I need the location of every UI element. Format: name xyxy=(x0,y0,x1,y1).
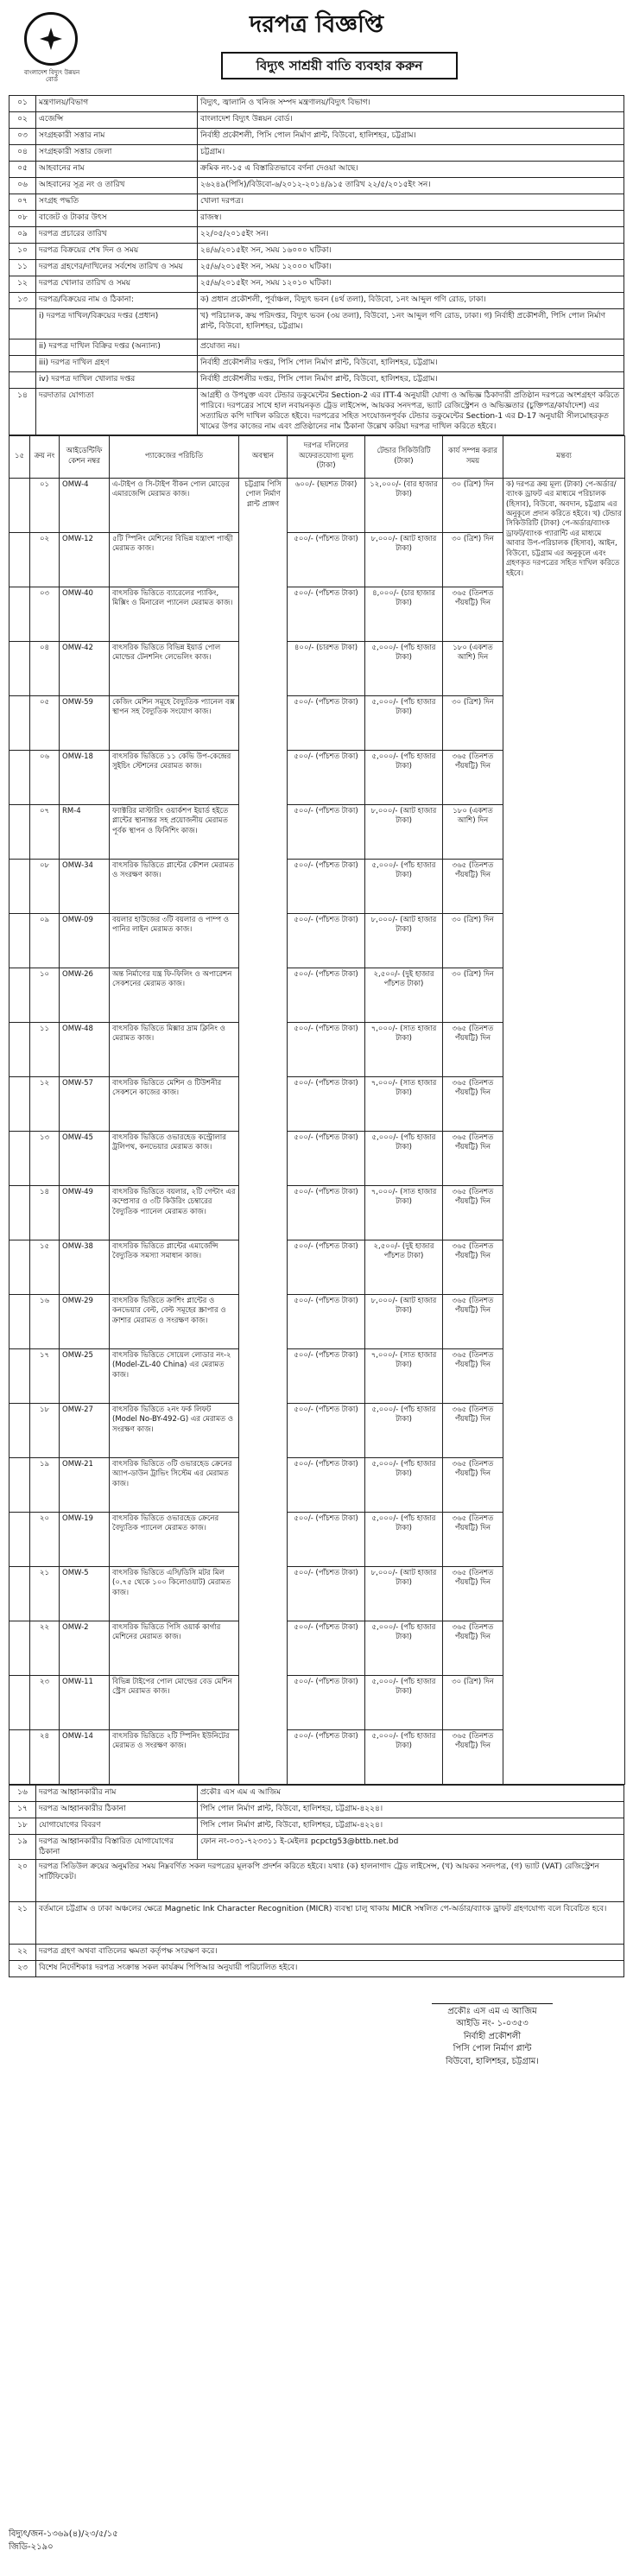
lot-duration: ৩৬৫ (তিনশত পঁয়ষট্টি) দিন xyxy=(443,859,503,913)
lot-description: বাৎসরিক ভিত্তিতে ১১ কেভি উপ-কেন্দ্রের সুইচিং স্টেশনের মেরামত কাজ। xyxy=(110,750,239,804)
signature-block xyxy=(389,1984,596,2069)
info-num xyxy=(9,372,36,389)
blank-cell xyxy=(9,1348,30,1403)
footer-num: ১৭ xyxy=(9,1801,36,1818)
info-value: রাজস্ব। xyxy=(198,211,624,227)
lot-price: ৫০০/- (পাঁচশত টাকা) xyxy=(288,1621,365,1675)
blank-cell xyxy=(9,1621,30,1675)
blank-cell xyxy=(9,587,30,641)
col-header-desc: প্যাকেজের পরিচিতি xyxy=(110,435,239,478)
info-row xyxy=(9,356,624,372)
blank-cell xyxy=(9,913,30,968)
lot-price: ৪০০/- (চারশত টাকা) xyxy=(288,641,365,695)
lot-description: কেজিং মেশিন সমূহে বৈদ্যুতিক প্যানেল বক্স স্থাপন সহ বৈদ্যুতিক সংযোগ কাজ। xyxy=(110,695,239,750)
blank-cell xyxy=(9,1131,30,1185)
lots-table xyxy=(9,435,625,1785)
signer-designation: নির্বাহী প্রকৌশলী xyxy=(463,2031,522,2041)
info-label: i) দরপত্র দাখিল/বিক্রয়ের দপ্তর (প্রধান) xyxy=(36,309,198,339)
lot-number: ১৮ xyxy=(30,1403,60,1457)
lot-description: ফ্যাক্টরির মাস্টারিং ওয়ার্কশপ ইয়ার্ড হইতে প্লান্টের স্থানান্তর সহ প্রয়োজনীয় মেরামত পূর্বক স্থাপন ও ফিনিশিং কাজ। xyxy=(110,804,239,859)
lot-duration: ৩০ (ত্রিশ) দিন xyxy=(443,532,503,587)
info-row xyxy=(9,309,624,339)
lot-price: ৬০০/- (ছয়শত টাকা) xyxy=(288,478,365,532)
info-label: দরপত্র খোলার তারিখ ও সময় xyxy=(36,276,198,293)
lot-security: ৫,০০০/- (পাঁচ হাজার টাকা) xyxy=(365,859,443,913)
lot-number: ০২ xyxy=(30,532,60,587)
info-value: বিদ্যুৎ, জ্বালানি ও খনিজ সম্পদ মন্ত্রণালয়/বিদ্যুৎ বিভাগ। xyxy=(198,96,624,112)
lot-duration: ৩৬৫ (তিনশত পঁয়ষট্টি) দিন xyxy=(443,750,503,804)
lot-price: ৫০০/- (পাঁচশত টাকা) xyxy=(288,532,365,587)
blank-cell xyxy=(9,968,30,1022)
info-num: ১২ xyxy=(9,276,36,293)
lot-remarks: ক) দরপত্র ক্রয় মূল্য (টাকা) পে-অর্ডার/ব্যাংক ড্রাফট এর মাধ্যমে পরিচালক (হিসাব), বিউবো, অবদান, চট্টগ্রাম এর অনুকূলে প্রদান করিতে হইবে। খ) টেন্ডার সিকিউরিটি (টাকা) পে-অর্ডার/ব্যাংক ড্রাফট/ব্যাংক গ্যারান্টি এর মাধ্যমে আবার উপ-পরিচালক (হিসাব), আইন, বিউবো, চট্টগ্রাম এর অনুকূলে এবং গ্রহণকৃত দরপত্রের সহিত দাখিল করিতে হইবে। xyxy=(503,478,625,1784)
lot-price: ৫০০/- (পাঁচশত টাকা) xyxy=(288,695,365,750)
info-value: ক) প্রধান প্রকৌশলী, পূর্বাঞ্চল, বিদ্যুৎ ভবন (৪র্থ তলা), বিউবো, ১নং আব্দুল গণি রোড, ঢাকা। xyxy=(198,293,624,309)
footer-value: প্রকৌঃ এস এম এ আজিম xyxy=(198,1785,624,1801)
col-header-ident: আইডেন্টিফিকেশন নম্বর xyxy=(60,435,110,478)
lot-id: OMW-18 xyxy=(60,750,110,804)
lot-description: বাৎসরিক ভিত্তিতে ওভারহেড ক্রেনের বৈদ্যুতিক প্যানেল মেরামত কাজ। xyxy=(110,1512,239,1566)
info-row xyxy=(9,339,624,356)
blank-cell xyxy=(9,1294,30,1348)
lot-id: RM-4 xyxy=(60,804,110,859)
lot-security: ৫,০০০/- (পাঁচ হাজার টাকা) xyxy=(365,1675,443,1729)
lot-duration: ৩০ (ত্রিশ) দিন xyxy=(443,1675,503,1729)
info-value: নির্বাহী প্রকৌশলী, পিসি পোল নির্মাণ প্লান্ট, বিউবো, হালিশহর, চট্টগ্রাম। xyxy=(198,129,624,145)
info-value: বাংলাদেশ বিদ্যুৎ উন্নয়ন বোর্ড। xyxy=(198,112,624,129)
lot-price: ৫০০/- (পাঁচশত টাকা) xyxy=(288,1185,365,1240)
info-row xyxy=(9,162,624,178)
blank-cell xyxy=(9,1076,30,1131)
info-value: ২৫/৬/২০১৫ইং সন, সময় ১২০০০ ঘটিকা। xyxy=(198,260,624,276)
footer-note-num: ২২ xyxy=(9,1944,36,1960)
footer-num: ১৬ xyxy=(9,1785,36,1801)
lot-id: OMW-19 xyxy=(60,1512,110,1566)
blank-cell xyxy=(9,804,30,859)
lot-location: চট্টগ্রাম পিসি পোল নির্মাণ প্লান্ট প্রাঙ্গণ xyxy=(239,478,288,1784)
lot-id: OMW-27 xyxy=(60,1403,110,1457)
footer-note-text: দরপত্র গ্রহণ অথবা বাতিলের ক্ষমতা কর্তৃপক্ষ সংরক্ষণ করে। xyxy=(36,1944,624,1960)
lot-description: বাৎসরিক ভিত্তিতে এসি/ডিসি মটর মিল (০.৭৫ থেকে ১০০ কিলোওয়াট) মেরামত কাজ। xyxy=(110,1566,239,1621)
info-num: ১৪ xyxy=(9,389,36,435)
blank-cell xyxy=(9,532,30,587)
info-value: প্রযোজ্য নয়। xyxy=(198,339,624,356)
info-num: ০২ xyxy=(9,112,36,129)
page-title: দরপত্র বিজ্ঞপ্তি xyxy=(249,11,384,38)
info-num: ১১ xyxy=(9,260,36,276)
blank-cell xyxy=(9,641,30,695)
memo-line-1: বিদ্যুৎ/জন-১৩৬৯(৪)/২৩/৫/১৫ xyxy=(9,2529,118,2539)
info-row xyxy=(9,276,624,293)
info-row xyxy=(9,129,624,145)
blank-cell xyxy=(9,750,30,804)
lot-security: ৫,০০০/- (পাঁচ হাজার টাকা) xyxy=(365,641,443,695)
logo-caption: বাংলাদেশ বিদ্যুৎ উন্নয়ন বোর্ড xyxy=(23,69,80,84)
col-header-duration: কার্য সম্পন্ন করার সময় xyxy=(443,435,503,478)
lot-security: ৫,০০০/- (পাঁচ হাজার টাকা) xyxy=(365,1621,443,1675)
info-row xyxy=(9,260,624,276)
footer-info-table xyxy=(9,1785,624,1977)
info-value: ২২/০৫/২০১৫ইং সন। xyxy=(198,227,624,244)
lot-duration: ৩৬৫ (তিনশত পঁয়ষট্টি) দিন xyxy=(443,1294,503,1348)
lot-description: এ-টাইপ ও সি-টাইপ বীকন পোল মোড়ের এমারজেন্সি মেরামত কাজ। xyxy=(110,478,239,532)
footer-value: পিসি পোল নির্মাণ প্লান্ট, বিউবো, হালিশহর, চট্টগ্রাম-৪২২৪। xyxy=(198,1818,624,1834)
signer-id: আইডি নং- ১-০৩৫৩ xyxy=(456,2019,529,2029)
header xyxy=(9,0,624,95)
lot-security: ৮,০০০/- (আট হাজার টাকা) xyxy=(365,1566,443,1621)
info-label: সংগ্রহ পদ্ধতি xyxy=(36,194,198,211)
info-num xyxy=(9,356,36,372)
footer-label: দরপত্র আহ্বানকারীর বিস্তারিত যোগাযোগের ঠিকানা xyxy=(36,1834,198,1859)
lot-number: ১৩ xyxy=(30,1131,60,1185)
lot-id: OMW-48 xyxy=(60,1022,110,1076)
info-num: ০৮ xyxy=(9,211,36,227)
lot-description: বাৎসরিক ভিত্তিতে বয়লার, ২টি গেন্টাং এর কম্প্রেসার ও ৩টি কিউরিং চেম্বারের বৈদ্যুতিক প্যানেল মেরামত কাজ। xyxy=(110,1185,239,1240)
lot-price: ৫০০/- (পাঁচশত টাকা) xyxy=(288,1348,365,1403)
lot-price: ৫০০/- (পাঁচশত টাকা) xyxy=(288,1403,365,1457)
blank-cell xyxy=(9,478,30,532)
signer-office: পিসি পোল নির্মাণ প্লান্ট xyxy=(453,2044,532,2054)
lot-id: OMW-45 xyxy=(60,1131,110,1185)
lot-id: OMW-26 xyxy=(60,968,110,1022)
info-value: ২৫/৬/২০১৫ইং সন, সময় ১২০১০ ঘটিকা। xyxy=(198,276,624,293)
info-label: বাজেট ও টাকার উৎস xyxy=(36,211,198,227)
section-number-cell: ১৫ xyxy=(9,435,30,478)
lot-price: ৫০০/- (পাঁচশত টাকা) xyxy=(288,859,365,913)
lot-description: বয়লার হাউজের ৩টি বয়লার ও পাম্প ও পানির লাইন মেরামত কাজ। xyxy=(110,913,239,968)
blank-cell xyxy=(9,1729,30,1784)
info-row xyxy=(9,227,624,244)
lot-price: ৫০০/- (পাঁচশত টাকা) xyxy=(288,1022,365,1076)
footer-row xyxy=(9,1801,624,1818)
lot-duration: ৩৬৫ (তিনশত পঁয়ষট্টি) দিন xyxy=(443,1348,503,1403)
lot-id: OMW-4 xyxy=(60,478,110,532)
info-num: ০৯ xyxy=(9,227,36,244)
lot-price: ৫০০/- (পাঁচশত টাকা) xyxy=(288,1566,365,1621)
blank-cell xyxy=(9,695,30,750)
footer-label: যোগাযোগের বিবরণ xyxy=(36,1818,198,1834)
lot-duration: ৩০ (ত্রিশ) দিন xyxy=(443,913,503,968)
lot-description: বাৎসরিক ভিত্তিতে প্লান্টের এমার্জেন্সি বৈদ্যুতিক সমস্যা সমাধান কাজ। xyxy=(110,1240,239,1294)
info-table xyxy=(9,95,624,435)
lot-id: OMW-42 xyxy=(60,641,110,695)
lot-price: ৫০০/- (পাঁচশত টাকা) xyxy=(288,1294,365,1348)
blank-cell xyxy=(9,1240,30,1294)
lot-duration: ৩৬৫ (তিনশত পঁয়ষট্টি) দিন xyxy=(443,1076,503,1131)
table-row xyxy=(9,478,625,532)
info-label: iii) দরপত্র দাখিল গ্রহণ xyxy=(36,356,198,372)
lot-number: ২৪ xyxy=(30,1729,60,1784)
lot-security: ৭,০০০/- (সাত হাজার টাকা) xyxy=(365,1022,443,1076)
info-label: দরদাতার যোগ্যতা xyxy=(36,389,198,435)
signer-address: বিউবো, হালিশহর, চট্টগ্রাম। xyxy=(446,2056,539,2066)
lot-number: ০৩ xyxy=(30,587,60,641)
lot-duration: ৩৬৫ (তিনশত পঁয়ষট্টি) দিন xyxy=(443,587,503,641)
info-row xyxy=(9,293,624,309)
lot-description: বাৎসরিক ভিত্তিতে সোয়েল লোডার নং-২ (Model-ZL-40 China) এর মেরামত কাজ। xyxy=(110,1348,239,1403)
lot-description: বাৎসরিক ভিত্তিতে মিক্সার দ্রাম ক্লিনিং ও মেরামত কাজ। xyxy=(110,1022,239,1076)
memo-line-2: জিডি-২১৯০ xyxy=(9,2541,54,2552)
lot-number: ১৫ xyxy=(30,1240,60,1294)
info-num: ০৪ xyxy=(9,145,36,162)
footer-value: পিসি পোল নির্মাণ প্লান্ট, বিউবো, হালিশহর, চট্টগ্রাম-৪২২৪। xyxy=(198,1801,624,1818)
lot-duration: ৩৬৫ (তিনশত পঁয়ষট্টি) দিন xyxy=(443,1566,503,1621)
info-row xyxy=(9,372,624,389)
lot-security: ৭,০০০/- (সাত হাজার টাকা) xyxy=(365,1076,443,1131)
lot-duration: ৩৬৫ (তিনশত পঁয়ষট্টি) দিন xyxy=(443,1240,503,1294)
lot-description: বাৎসরিক ভিত্তিতে বিভিন্ন ইয়ার্ড পোল মোল্ডের টেনশনিং লেভেলিং কাজ। xyxy=(110,641,239,695)
lot-description: বাৎসরিক ভিত্তিতে ক্রাশিং প্লান্টের ও কনভেয়ার বেল্ট, বেল্ট সমূহের স্ক্রাপার ও ক্রাশার মেরামত ও সংরক্ষণ কাজ। xyxy=(110,1294,239,1348)
lot-security: ১২,০০০/- (বার হাজার টাকা) xyxy=(365,478,443,532)
info-label: সংগ্রহকারী সত্তার নাম xyxy=(36,129,198,145)
lot-price: ৫০০/- (পাঁচশত টাকা) xyxy=(288,804,365,859)
footer-note-num: ২০ xyxy=(9,1859,36,1901)
lot-price: ৫০০/- (পাঁচশত টাকা) xyxy=(288,1675,365,1729)
memo-ref xyxy=(9,2528,118,2554)
info-row xyxy=(9,145,624,162)
lot-number: ২০ xyxy=(30,1512,60,1566)
info-label: আহবানের নাম xyxy=(36,162,198,178)
info-num: ০৭ xyxy=(9,194,36,211)
lot-duration: ৩৬৫ (তিনশত পঁয়ষট্টি) দিন xyxy=(443,1403,503,1457)
info-num xyxy=(9,309,36,339)
lot-security: ৫,০০০/- (পাঁচ হাজার টাকা) xyxy=(365,695,443,750)
lot-duration: ১৮০ (একশত আশি) দিন xyxy=(443,804,503,859)
blank-cell xyxy=(9,1566,30,1621)
lot-duration: ৩০ (ত্রিশ) দিন xyxy=(443,695,503,750)
lot-id: OMW-5 xyxy=(60,1566,110,1621)
info-label: এজেন্সি xyxy=(36,112,198,129)
info-row xyxy=(9,389,624,435)
lot-price: ৫০০/- (পাঁচশত টাকা) xyxy=(288,1076,365,1131)
lot-security: ৫,০০০/- (পাঁচ হাজার টাকা) xyxy=(365,1403,443,1457)
lot-duration: ৩০ (ত্রিশ) দিন xyxy=(443,478,503,532)
lot-number: ১৯ xyxy=(30,1457,60,1512)
info-label: আহবানের সূত্র নং ও তারিখ xyxy=(36,178,198,194)
lot-id: OMW-2 xyxy=(60,1621,110,1675)
lot-duration: ৩০ (ত্রিশ) দিন xyxy=(443,968,503,1022)
info-label: দরপত্র প্রচারের তারিখ xyxy=(36,227,198,244)
lot-number: ১৪ xyxy=(30,1185,60,1240)
info-label: ii) দরপত্র দাখিল বিক্রির দপ্তর (অন্যান্য) xyxy=(36,339,198,356)
blank-cell xyxy=(9,1512,30,1566)
lot-duration: ৩৬৫ (তিনশত পঁয়ষট্টি) দিন xyxy=(443,1022,503,1076)
lot-id: OMW-14 xyxy=(60,1729,110,1784)
lot-number: ২২ xyxy=(30,1621,60,1675)
lot-price: ৫০০/- (পাঁচশত টাকা) xyxy=(288,587,365,641)
info-num: ১৩ xyxy=(9,293,36,309)
lot-description: বাৎসরিক ভিত্তিতে মেশিন ও টিউশনীর সেকশনে কাজের কাজ। xyxy=(110,1076,239,1131)
lot-price: ৫০০/- (পাঁচশত টাকা) xyxy=(288,913,365,968)
blank-cell xyxy=(9,1675,30,1729)
lot-id: OMW-29 xyxy=(60,1294,110,1348)
lot-number: ০১ xyxy=(30,478,60,532)
lot-number: ১৬ xyxy=(30,1294,60,1348)
lot-number: ০৪ xyxy=(30,641,60,695)
lot-description: বাৎসরিক ভিত্তিতে ২নং ফর্ক লিফট (Model No-BY-492-G) এর মেরামত ও সংরক্ষণ কাজ। xyxy=(110,1403,239,1457)
info-row xyxy=(9,96,624,112)
footer-row xyxy=(9,1785,624,1801)
info-row xyxy=(9,244,624,260)
lot-id: OMW-59 xyxy=(60,695,110,750)
lot-description: ৫টি স্পিনিং মেশিনের বিভিন্ন যন্ত্রাংশ পাঙ্খী মেরামত কাজ। xyxy=(110,532,239,587)
info-value: ক্রমিক নং-১৫ এ বিস্তারিতভাবে বর্ণনা দেওয়া আছে। xyxy=(198,162,624,178)
lot-duration: ৩৬৫ (তিনশত পঁয়ষট্টি) দিন xyxy=(443,1729,503,1784)
lot-duration: ৩৬৫ (তিনশত পঁয়ষট্টি) দিন xyxy=(443,1621,503,1675)
lot-price: ৫০০/- (পাঁচশত টাকা) xyxy=(288,750,365,804)
lot-id: OMW-09 xyxy=(60,913,110,968)
lot-number: ১০ xyxy=(30,968,60,1022)
footer-note-text: দরপত্র সিডিউল ক্রয়ের অনুমতির সময় নিম্নবর্ণিত সকল দরপত্রের মূলকপি প্রদর্শন করিতে হইবে। যথাঃ (ক) হালনাগাদ ট্রেড লাইসেন্স, (খ) আয়কর সনদপত্র, (গ) ভ্যাট (VAT) রেজিস্ট্রেশন সার্টিফিকেট। xyxy=(36,1859,624,1901)
slogan-box: বিদ্যুৎ সাশ্রয়ী বাতি ব্যবহার করুন xyxy=(221,52,458,79)
lot-duration: ১৮০ (একশত আশি) দিন xyxy=(443,641,503,695)
col-header-price: দরপত্র দলিলের অফেরতযোগ্য মূল্য (টাকা) xyxy=(288,435,365,478)
info-label: সংগ্রহকারী সত্তার জেলা xyxy=(36,145,198,162)
lot-id: OMW-21 xyxy=(60,1457,110,1512)
lot-description: বাৎসরিক ভিত্তিতে পিসি ওয়ার্ক কার্গার মেশিনের মেরামত কাজ। xyxy=(110,1621,239,1675)
lot-number: ১৭ xyxy=(30,1348,60,1403)
info-value: চট্টগ্রাম। xyxy=(198,145,624,162)
footer-num: ১৯ xyxy=(9,1834,36,1859)
lot-description: বাৎসরিক ভিত্তিতে ওভারহেড কন্ট্রোলার ট্রলিপথ, কনভেয়ার মেরামত কাজ। xyxy=(110,1131,239,1185)
info-label: দরপত্র বিক্রয়ের শেষ দিন ও সময় xyxy=(36,244,198,260)
signer-name: প্রকৌঃ এস এম এ আজিম xyxy=(447,2006,537,2016)
lot-security: ৫,০০০/- (পাঁচ হাজার টাকা) xyxy=(365,1131,443,1185)
lot-price: ৫০০/- (পাঁচশত টাকা) xyxy=(288,968,365,1022)
info-num: ১০ xyxy=(9,244,36,260)
lot-security: ৫,০০০/- (পাঁচ হাজার টাকা) xyxy=(365,1512,443,1566)
lot-id: OMW-11 xyxy=(60,1675,110,1729)
lot-number: ১২ xyxy=(30,1076,60,1131)
lot-price: ৫০০/- (পাঁচশত টাকা) xyxy=(288,1240,365,1294)
info-value: আগ্রহী ও উপযুক্ত এবং টেন্ডার ডকুমেন্টের Section-2 এর ITT-4 অনুযায়ী যোগ্য ও অভিজ্ঞ ঠিকাদারী প্রতিষ্ঠান দরপত্রে অংশগ্রহণ করিতে পারিবে। দরপত্রের সাথে হাল নবায়নকৃত ট্রেড লাইসেন্স, আয়কর সনদপত্র, ভ্যাট রেজিস্ট্রেশন ও অভিজ্ঞতার (চুক্তিপত্র/কার্যাদেশ) এর সত্যায়িত কপি দাখিল করিতে হইবে। দরপত্রের সহিত সংযোজনপূর্বক টেন্ডার ডকুমেন্টের Section-1 এর D-17 অনুযায়ী সীলমোহরকৃত খামের উপর কাজের নাম এবং প্রতিষ্ঠানের নাম ঠিকানা উল্লেখ করিয়া দরপত্র দাখিল করিতে হইবে। xyxy=(198,389,624,435)
signature-mark xyxy=(432,1984,553,2004)
lot-id: OMW-25 xyxy=(60,1348,110,1403)
lot-security: ২,৫০০/- (দুই হাজার পাঁচশত টাকা) xyxy=(365,968,443,1022)
footer-row xyxy=(9,1818,624,1834)
lot-number: ০৭ xyxy=(30,804,60,859)
footer-note-num: ২১ xyxy=(9,1901,36,1944)
lot-number: ০৮ xyxy=(30,859,60,913)
lot-id: OMW-57 xyxy=(60,1076,110,1131)
lot-id: OMW-34 xyxy=(60,859,110,913)
lot-security: ৫,০০০/- (পাঁচ হাজার টাকা) xyxy=(365,750,443,804)
col-header-location: অবস্থান xyxy=(239,435,288,478)
lot-security: ৭,০০০/- (সাত হাজার টাকা) xyxy=(365,1348,443,1403)
info-label: দরপত্র গ্রহণের/দাখিলের সর্বশেষ তারিখ ও সময় xyxy=(36,260,198,276)
info-label: মন্ত্রণালয়/বিভাগ xyxy=(36,96,198,112)
info-num: ০৫ xyxy=(9,162,36,178)
lot-number: ০৫ xyxy=(30,695,60,750)
lot-price: ৫০০/- (পাঁচশত টাকা) xyxy=(288,1457,365,1512)
lot-number: ১১ xyxy=(30,1022,60,1076)
lot-security: ২,৫০০/- (দুই হাজার পাঁচশত টাকা) xyxy=(365,1240,443,1294)
footer-note-num: ২৩ xyxy=(9,1960,36,1976)
lot-description: বাৎসরিক ভিত্তিতে প্লান্টের কৌশল মেরামত ও সংরক্ষণ কাজ। xyxy=(110,859,239,913)
lot-price: ৫০০/- (পাঁচশত টাকা) xyxy=(288,1729,365,1784)
lot-description: বিভিন্ন টাইপের পোল মোল্ডের বেড মেশিন স্ট্রেস মেরামত কাজ। xyxy=(110,1675,239,1729)
lot-duration: ৩৬৫ (তিনশত পঁয়ষট্টি) দিন xyxy=(443,1185,503,1240)
lot-security: ৮,০০০/- (আট হাজার টাকা) xyxy=(365,1294,443,1348)
footer-note-row xyxy=(9,1859,624,1901)
col-header-lot: ক্রয় নং xyxy=(30,435,60,478)
info-num: ০৬ xyxy=(9,178,36,194)
info-row xyxy=(9,194,624,211)
info-label: দরপত্র/বিক্রয়ের নাম ও ঠিকানা: xyxy=(36,293,198,309)
info-value: নির্বাহী প্রকৌশলীর দপ্তর, পিসি পোল নির্মাণ প্লান্ট, বিউবো, হালিশহর, চট্টগ্রাম। xyxy=(198,372,624,389)
info-value: খ) পরিচালক, ক্রয় পরিদপ্তর, বিদ্যুৎ ভবন (৩য় তলা), বিউবো, ১নং আব্দুল গণি রোড, ঢাকা। গ) নির্বাহী প্রকৌশলী, পিসি পোল নির্মাণ প্লান্ট, বিউবো, হালিশহর, চট্টগ্রাম। xyxy=(198,309,624,339)
lot-security: ৫,০০০/- (পাঁচ হাজার টাকা) xyxy=(365,1457,443,1512)
lot-price: ৫০০/- (পাঁচশত টাকা) xyxy=(288,1131,365,1185)
blank-cell xyxy=(9,859,30,913)
footer-note-row xyxy=(9,1944,624,1960)
lot-number: ০৯ xyxy=(30,913,60,968)
lot-security: ৮,০০০/- (আট হাজার টাকা) xyxy=(365,804,443,859)
blank-cell xyxy=(9,1185,30,1240)
footer-note-text: বিশেষ নির্দেশিকাঃ দরপত্র সংক্রান্ত সকল কার্যক্রম পিপিআর অনুযায়ী পরিচালিত হইবে। xyxy=(36,1960,624,1976)
footer-label: দরপত্র আহ্বানকারীর নাম xyxy=(36,1785,198,1801)
lot-security: ৮,০০০/- (আট হাজার টাকা) xyxy=(365,532,443,587)
info-num: ০৩ xyxy=(9,129,36,145)
info-value: খোলা দরপত্র। xyxy=(198,194,624,211)
lot-number: ২১ xyxy=(30,1566,60,1621)
footer-note-row xyxy=(9,1901,624,1944)
lot-number: ০৬ xyxy=(30,750,60,804)
lot-duration: ৩৬৫ (তিনশত পঁয়ষট্টি) দিন xyxy=(443,1131,503,1185)
footer-note-text: বর্তমানে চট্টগ্রাম ও ঢাকা অঞ্চলের ক্ষেত্রে Magnetic Ink Character Recognition (MICR) ব্যবস্থা চালু থাকায় MICR সম্বলিত পে-অর্ডার/ব্যাংক ড্রাফট গ্রহণযোগ্য বলে বিবেচিত হবে। xyxy=(36,1901,624,1944)
lot-number: ২৩ xyxy=(30,1675,60,1729)
footer-row xyxy=(9,1834,624,1859)
info-num xyxy=(9,339,36,356)
lot-security: ৫,০০০/- (পাঁচ হাজার টাকা) xyxy=(365,1729,443,1784)
footer-num: ১৮ xyxy=(9,1818,36,1834)
lot-security: ৪,০০০/- (চার হাজার টাকা) xyxy=(365,587,443,641)
lot-id: OMW-49 xyxy=(60,1185,110,1240)
lot-id: OMW-40 xyxy=(60,587,110,641)
lot-id: OMW-38 xyxy=(60,1240,110,1294)
lot-description: বাৎসরিক ভিত্তিতে ৩টি ওভারহেড ক্রেনের অ্যাপ-ডাউন ট্রাভিং সিস্টেম এর মেরামত কাজ। xyxy=(110,1457,239,1512)
lot-price: ৫০০/- (পাঁচশত টাকা) xyxy=(288,1512,365,1566)
footer-label: দরপত্র আহ্বানকারীর ঠিকানা xyxy=(36,1801,198,1818)
lot-description: বাৎসরিক ভিত্তিতে ২টি স্পিনিং ইউনিটের মেরামত ও সংরক্ষণ কাজ। xyxy=(110,1729,239,1784)
info-value: নির্বাহী প্রকৌশলীর দপ্তর, পিসি পোল নির্মাণ প্লান্ট, বিউবো, হালিশহর, চট্টগ্রাম। xyxy=(198,356,624,372)
footer-note-row xyxy=(9,1960,624,1976)
info-value: ২৬২৪৯(পিসি)/বিউবো-৬/২০১২-২০১৪/৯১৫ তারিখ ২২/৫/২০১৫ইং সন। xyxy=(198,178,624,194)
col-header-remarks: মন্তব্য xyxy=(503,435,625,478)
col-header-security: টেন্ডার সিকিউরিটি (টাকা) xyxy=(365,435,443,478)
lot-security: ৮,০০০/- (আট হাজার টাকা) xyxy=(365,913,443,968)
lot-duration: ৩৬৫ (তিনশত পঁয়ষট্টি) দিন xyxy=(443,1512,503,1566)
info-value: ২৪/৬/২০১৫ইং সন, সময় ১৬০০০ ঘটিকা। xyxy=(198,244,624,260)
lot-duration: ৩৬৫ (তিনশত পঁয়ষট্টি) দিন xyxy=(443,1457,503,1512)
info-label: iv) দরপত্র দাখিল খোলার দপ্তর xyxy=(36,372,198,389)
info-row xyxy=(9,211,624,227)
lot-description: বাৎসরিক ভিত্তিতে ব্যারেলের প্যাকিং, মিক্সিং ও মিনারেল প্যানেল মেরামত কাজ। xyxy=(110,587,239,641)
blank-cell xyxy=(9,1457,30,1512)
lot-id: OMW-12 xyxy=(60,532,110,587)
info-num: ০১ xyxy=(9,96,36,112)
info-row xyxy=(9,112,624,129)
blank-cell xyxy=(9,1403,30,1457)
info-row xyxy=(9,178,624,194)
lot-description: অন্ত নির্মাণের যন্ত্র ফি-ফিলিং ও অপারেশন সেকশনের মেরামত কাজ। xyxy=(110,968,239,1022)
blank-cell xyxy=(9,1022,30,1076)
lot-security: ৭,০০০/- (সাত হাজার টাকা) xyxy=(365,1185,443,1240)
footer-value: ফোন নং-০৩১-৭২৩৩১১ ই-মেইলঃ pcpctg53@bttb.net.bd xyxy=(198,1834,624,1859)
